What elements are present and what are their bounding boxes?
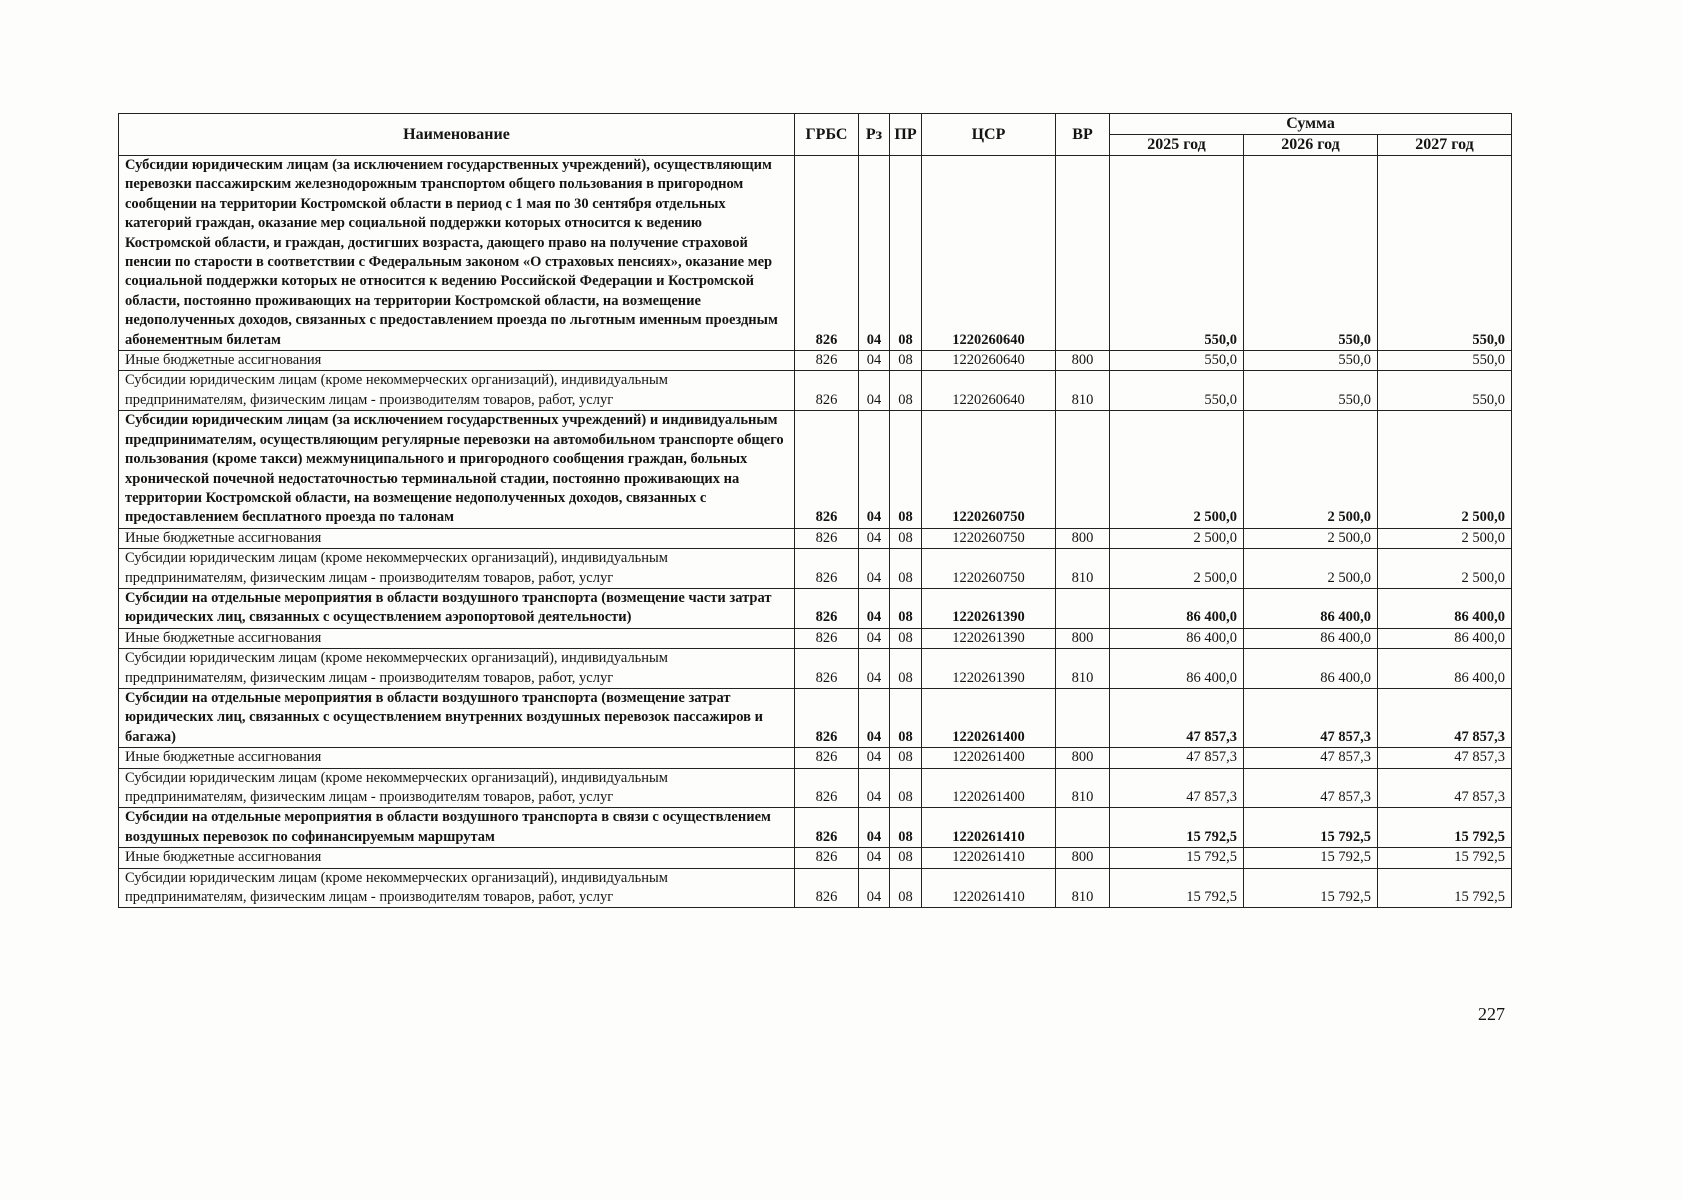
cell-grbs: 826 bbox=[795, 808, 859, 848]
cell-rz: 04 bbox=[859, 808, 890, 848]
cell-2027: 550,0 bbox=[1378, 351, 1512, 371]
cell-rz: 04 bbox=[859, 628, 890, 648]
cell-grbs: 826 bbox=[795, 628, 859, 648]
cell-2025: 2 500,0 bbox=[1110, 528, 1244, 548]
cell-grbs: 826 bbox=[795, 588, 859, 628]
cell-vr: 810 bbox=[1056, 768, 1110, 808]
cell-name: Субсидии юридическим лицам (кроме некоммерческих организаций), индивидуальным предпринимателям, физическим лицам - производителям товаров, работ, услуг bbox=[119, 549, 795, 589]
table-row bbox=[119, 768, 1512, 808]
cell-2027: 15 792,5 bbox=[1378, 848, 1512, 868]
cell-vr bbox=[1056, 808, 1110, 848]
cell-2026: 2 500,0 bbox=[1244, 411, 1378, 528]
cell-2027: 2 500,0 bbox=[1378, 528, 1512, 548]
cell-2027: 47 857,3 bbox=[1378, 768, 1512, 808]
page-number: 227 bbox=[1478, 1004, 1505, 1024]
cell-pr: 08 bbox=[890, 748, 922, 768]
cell-rz: 04 bbox=[859, 768, 890, 808]
cell-pr: 08 bbox=[890, 688, 922, 747]
cell-2027: 86 400,0 bbox=[1378, 649, 1512, 689]
cell-name: Субсидии юридическим лицам (за исключением государственных учреждений), осуществляющим перевозки пассажирским железнодорожным транспортом общего пользования в пригородном сообщении на территории Костромской области в период с 1 мая по 30 сентября отдельных категорий граждан, оказание мер социальной поддержки которых относится к ведению Костромской области, и граждан, достигших возраста, дающего право на получение страховой пенсии по старости в соответствии с Федеральным законом «О страховых пенсиях», оказание мер социальной поддержки которых не относится к ведению Российской Федерации и Костромской области, постоянно проживающих на территории Костромской области, на возмещение недополученных доходов, связанных с предоставлением проезда по льготным именным проездным абонементным билетам bbox=[119, 156, 795, 351]
cell-2025: 86 400,0 bbox=[1110, 588, 1244, 628]
cell-2026: 550,0 bbox=[1244, 156, 1378, 351]
cell-2027: 550,0 bbox=[1378, 156, 1512, 351]
cell-2025: 47 857,3 bbox=[1110, 748, 1244, 768]
cell-2026: 15 792,5 bbox=[1244, 868, 1378, 908]
cell-2026: 86 400,0 bbox=[1244, 628, 1378, 648]
cell-pr: 08 bbox=[890, 351, 922, 371]
cell-rz: 04 bbox=[859, 156, 890, 351]
col-header-2027: 2027 год bbox=[1378, 135, 1512, 156]
cell-grbs: 826 bbox=[795, 528, 859, 548]
cell-2025: 47 857,3 bbox=[1110, 768, 1244, 808]
cell-2027: 86 400,0 bbox=[1378, 588, 1512, 628]
cell-2025: 550,0 bbox=[1110, 371, 1244, 411]
cell-vr: 810 bbox=[1056, 371, 1110, 411]
cell-grbs: 826 bbox=[795, 768, 859, 808]
cell-grbs: 826 bbox=[795, 156, 859, 351]
table-row bbox=[119, 748, 1512, 768]
cell-grbs: 826 bbox=[795, 748, 859, 768]
cell-2027: 47 857,3 bbox=[1378, 688, 1512, 747]
cell-rz: 04 bbox=[859, 351, 890, 371]
cell-rz: 04 bbox=[859, 868, 890, 908]
cell-rz: 04 bbox=[859, 588, 890, 628]
cell-2027: 47 857,3 bbox=[1378, 748, 1512, 768]
cell-grbs: 826 bbox=[795, 411, 859, 528]
table-row bbox=[119, 528, 1512, 548]
cell-vr bbox=[1056, 156, 1110, 351]
cell-name: Иные бюджетные ассигнования bbox=[119, 848, 795, 868]
col-header-grbs: ГРБС bbox=[795, 114, 859, 156]
cell-vr: 800 bbox=[1056, 848, 1110, 868]
cell-name: Иные бюджетные ассигнования bbox=[119, 748, 795, 768]
table-row bbox=[119, 351, 1512, 371]
cell-2026: 550,0 bbox=[1244, 351, 1378, 371]
cell-rz: 04 bbox=[859, 411, 890, 528]
cell-csr: 1220260640 bbox=[922, 371, 1056, 411]
cell-name: Субсидии юридическим лицам (кроме некоммерческих организаций), индивидуальным предпринимателям, физическим лицам - производителям товаров, работ, услуг bbox=[119, 649, 795, 689]
cell-name: Субсидии на отдельные мероприятия в области воздушного транспорта (возмещение части затрат юридических лиц, связанных с осуществлением аэропортовой деятельности) bbox=[119, 588, 795, 628]
cell-csr: 1220261390 bbox=[922, 588, 1056, 628]
cell-pr: 08 bbox=[890, 528, 922, 548]
cell-csr: 1220261410 bbox=[922, 808, 1056, 848]
cell-vr: 800 bbox=[1056, 351, 1110, 371]
cell-csr: 1220260640 bbox=[922, 156, 1056, 351]
cell-name: Субсидии юридическим лицам (кроме некоммерческих организаций), индивидуальным предпринимателям, физическим лицам - производителям товаров, работ, услуг bbox=[119, 868, 795, 908]
cell-2026: 2 500,0 bbox=[1244, 528, 1378, 548]
cell-2026: 47 857,3 bbox=[1244, 768, 1378, 808]
col-header-sum: Сумма bbox=[1110, 114, 1512, 135]
table-row bbox=[119, 848, 1512, 868]
table-row bbox=[119, 868, 1512, 908]
table-row bbox=[119, 808, 1512, 848]
cell-2026: 15 792,5 bbox=[1244, 808, 1378, 848]
cell-grbs: 826 bbox=[795, 371, 859, 411]
cell-2025: 86 400,0 bbox=[1110, 628, 1244, 648]
cell-2025: 47 857,3 bbox=[1110, 688, 1244, 747]
cell-vr: 800 bbox=[1056, 748, 1110, 768]
cell-pr: 08 bbox=[890, 588, 922, 628]
cell-csr: 1220260750 bbox=[922, 528, 1056, 548]
col-header-csr: ЦСР bbox=[922, 114, 1056, 156]
cell-pr: 08 bbox=[890, 848, 922, 868]
cell-2026: 47 857,3 bbox=[1244, 748, 1378, 768]
cell-2026: 86 400,0 bbox=[1244, 649, 1378, 689]
cell-2025: 2 500,0 bbox=[1110, 549, 1244, 589]
table-row bbox=[119, 411, 1512, 528]
col-header-rz: Рз bbox=[859, 114, 890, 156]
cell-name: Субсидии юридическим лицам (кроме некоммерческих организаций), индивидуальным предпринимателям, физическим лицам - производителям товаров, работ, услуг bbox=[119, 768, 795, 808]
cell-name: Иные бюджетные ассигнования bbox=[119, 528, 795, 548]
cell-grbs: 826 bbox=[795, 649, 859, 689]
col-header-vr: ВР bbox=[1056, 114, 1110, 156]
cell-2027: 86 400,0 bbox=[1378, 628, 1512, 648]
cell-2026: 15 792,5 bbox=[1244, 848, 1378, 868]
budget-table bbox=[118, 113, 1512, 908]
table-row bbox=[119, 549, 1512, 589]
cell-2027: 550,0 bbox=[1378, 371, 1512, 411]
cell-name: Субсидии юридическим лицам (за исключением государственных учреждений) и индивидуальным предпринимателям, осуществляющим регулярные перевозки на автомобильном транспорте общего пользования (кроме такси) межмуниципального и пригородного сообщения граждан, больных хронической почечной недостаточностью терминальной стадии, постоянно проживающих на территории Костромской области, на возмещение недополученных доходов, связанных с предоставлением бесплатного проезда по талонам bbox=[119, 411, 795, 528]
cell-2026: 47 857,3 bbox=[1244, 688, 1378, 747]
cell-name: Иные бюджетные ассигнования bbox=[119, 351, 795, 371]
cell-2025: 550,0 bbox=[1110, 351, 1244, 371]
table-row bbox=[119, 588, 1512, 628]
cell-2026: 2 500,0 bbox=[1244, 549, 1378, 589]
cell-pr: 08 bbox=[890, 808, 922, 848]
cell-grbs: 826 bbox=[795, 688, 859, 747]
cell-2025: 15 792,5 bbox=[1110, 868, 1244, 908]
cell-grbs: 826 bbox=[795, 848, 859, 868]
cell-vr: 810 bbox=[1056, 868, 1110, 908]
cell-rz: 04 bbox=[859, 688, 890, 747]
cell-2027: 15 792,5 bbox=[1378, 868, 1512, 908]
table-row bbox=[119, 371, 1512, 411]
cell-vr: 800 bbox=[1056, 528, 1110, 548]
cell-csr: 1220261410 bbox=[922, 868, 1056, 908]
cell-rz: 04 bbox=[859, 371, 890, 411]
cell-rz: 04 bbox=[859, 649, 890, 689]
cell-rz: 04 bbox=[859, 848, 890, 868]
cell-csr: 1220261400 bbox=[922, 768, 1056, 808]
cell-vr: 810 bbox=[1056, 549, 1110, 589]
cell-grbs: 826 bbox=[795, 351, 859, 371]
cell-2027: 2 500,0 bbox=[1378, 549, 1512, 589]
cell-vr bbox=[1056, 688, 1110, 747]
cell-csr: 1220260750 bbox=[922, 549, 1056, 589]
cell-2025: 15 792,5 bbox=[1110, 808, 1244, 848]
cell-grbs: 826 bbox=[795, 868, 859, 908]
table-header bbox=[119, 114, 1512, 156]
cell-csr: 1220261400 bbox=[922, 688, 1056, 747]
cell-pr: 08 bbox=[890, 628, 922, 648]
cell-2025: 86 400,0 bbox=[1110, 649, 1244, 689]
col-header-2025: 2025 год bbox=[1110, 135, 1244, 156]
table-row bbox=[119, 649, 1512, 689]
cell-vr: 800 bbox=[1056, 628, 1110, 648]
cell-pr: 08 bbox=[890, 411, 922, 528]
cell-2026: 550,0 bbox=[1244, 371, 1378, 411]
cell-2027: 2 500,0 bbox=[1378, 411, 1512, 528]
cell-pr: 08 bbox=[890, 649, 922, 689]
table-row bbox=[119, 628, 1512, 648]
col-header-2026: 2026 год bbox=[1244, 135, 1378, 156]
cell-2027: 15 792,5 bbox=[1378, 808, 1512, 848]
cell-csr: 1220261400 bbox=[922, 748, 1056, 768]
cell-csr: 1220260640 bbox=[922, 351, 1056, 371]
table-row bbox=[119, 688, 1512, 747]
cell-rz: 04 bbox=[859, 528, 890, 548]
cell-name: Иные бюджетные ассигнования bbox=[119, 628, 795, 648]
cell-grbs: 826 bbox=[795, 549, 859, 589]
cell-name: Субсидии юридическим лицам (кроме некоммерческих организаций), индивидуальным предпринимателям, физическим лицам - производителям товаров, работ, услуг bbox=[119, 371, 795, 411]
cell-2025: 2 500,0 bbox=[1110, 411, 1244, 528]
cell-2025: 15 792,5 bbox=[1110, 848, 1244, 868]
cell-name: Субсидии на отдельные мероприятия в области воздушного транспорта (возмещение затрат юридических лиц, связанных с осуществлением внутренних воздушных перевозок пассажиров и багажа) bbox=[119, 688, 795, 747]
col-header-pr: ПР bbox=[890, 114, 922, 156]
cell-name: Субсидии на отдельные мероприятия в области воздушного транспорта в связи с осуществлением воздушных перевозок по софинансируемым маршрутам bbox=[119, 808, 795, 848]
cell-rz: 04 bbox=[859, 748, 890, 768]
cell-csr: 1220261390 bbox=[922, 628, 1056, 648]
col-header-name: Наименование bbox=[119, 114, 795, 156]
cell-csr: 1220261390 bbox=[922, 649, 1056, 689]
cell-rz: 04 bbox=[859, 549, 890, 589]
cell-vr bbox=[1056, 588, 1110, 628]
cell-2025: 550,0 bbox=[1110, 156, 1244, 351]
cell-pr: 08 bbox=[890, 868, 922, 908]
cell-csr: 1220261410 bbox=[922, 848, 1056, 868]
cell-2026: 86 400,0 bbox=[1244, 588, 1378, 628]
cell-vr bbox=[1056, 411, 1110, 528]
table-row bbox=[119, 156, 1512, 351]
cell-csr: 1220260750 bbox=[922, 411, 1056, 528]
cell-pr: 08 bbox=[890, 156, 922, 351]
table-body bbox=[119, 156, 1512, 908]
cell-vr: 810 bbox=[1056, 649, 1110, 689]
cell-pr: 08 bbox=[890, 549, 922, 589]
cell-pr: 08 bbox=[890, 768, 922, 808]
cell-pr: 08 bbox=[890, 371, 922, 411]
